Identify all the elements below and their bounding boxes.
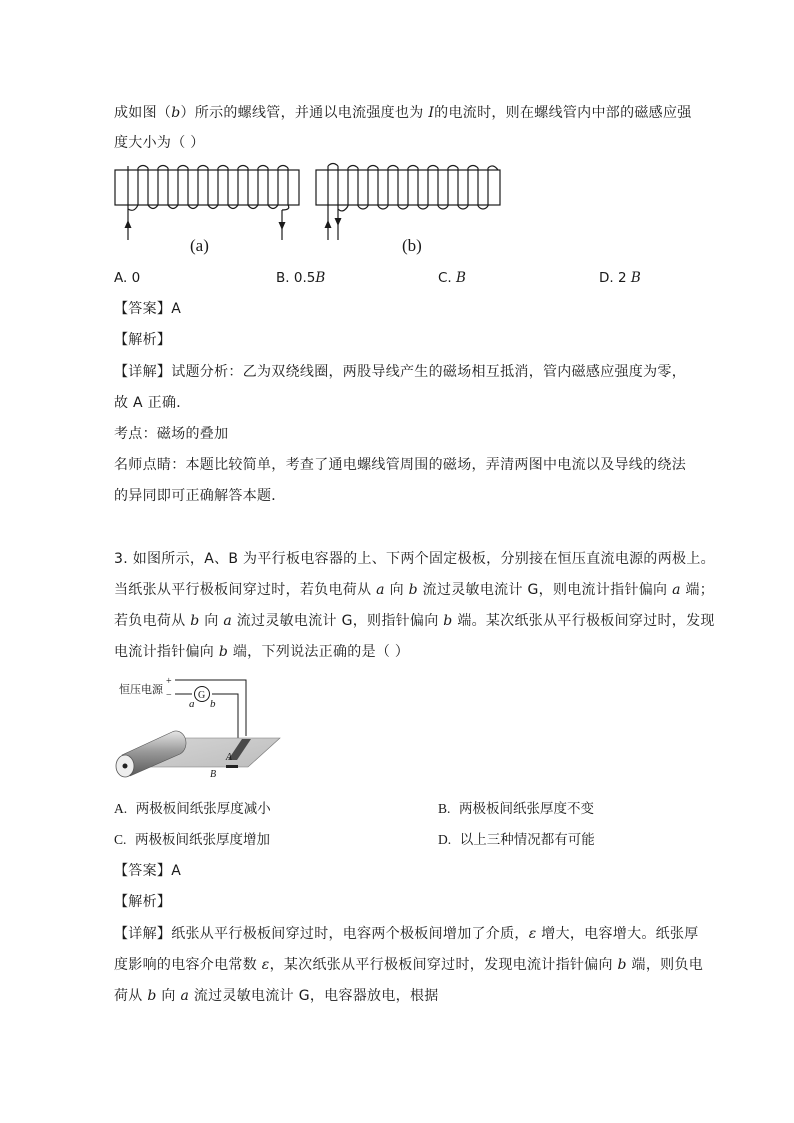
- q3-detail-line-1: 【详解】纸张从平行极板间穿过时，电容两个极板间增加了介质，ε 增大，电容增大。纸张厚: [114, 926, 699, 942]
- q2-option-b: B. 0.5B: [276, 270, 326, 286]
- q2-stem-line-1: 成如图（b）所示的螺线管，并通以电流强度也为 I的电流时，则在螺线管内中部的磁感应强: [114, 105, 692, 121]
- q3-answer: 【答案】A: [114, 863, 182, 879]
- q3-option-a: A. 两极板间纸张厚度减小: [114, 801, 271, 817]
- q2-mingshi-line-2: 的异同即可正确解答本题．: [114, 488, 286, 504]
- answer-tag: 【答案】: [114, 301, 172, 317]
- q2-option-c: C. B: [438, 270, 466, 286]
- q3-detail-line-2: 度影响的电容介电常数 ε，某次纸张从平行极板间穿过时，发现电流计指针偏向 b 端，则负电: [114, 957, 704, 973]
- svg-text:G: G: [198, 690, 206, 701]
- q3-option-b: B. 两极板间纸张厚度不变: [438, 801, 594, 817]
- arrow-up-icon: [325, 220, 332, 228]
- minus-sign: −: [166, 690, 172, 701]
- terminal-a-label: a: [189, 698, 195, 710]
- q3-option-c: C. 两极板间纸张厚度增加: [114, 832, 270, 848]
- q3-analysis-tag: 【解析】: [114, 894, 172, 910]
- q2-kaodian: 考点：磁场的叠加: [114, 426, 229, 442]
- q2-detail-line-1: 【详解】试题分析：乙为双绕线圈，两股导线产生的磁场相互抵消，管内磁感应强度为零，: [114, 364, 687, 380]
- q3-stem-line-1: 3. 如图所示，A、B 为平行板电容器的上、下两个固定极板，分别接在恒压直流电源的两极上。: [114, 551, 715, 567]
- q3-stem-line-4: 电流计指针偏向 b 端，下列说法正确的是（ ）: [114, 644, 410, 660]
- q2-option-d: D. 2 B: [599, 270, 641, 286]
- q2-stem-line-2: 度大小为（ ）: [114, 135, 205, 151]
- figure-label-a: (a): [190, 236, 209, 255]
- solenoid-b-coil: [328, 164, 498, 211]
- capacitor-paper-figure: [110, 672, 290, 784]
- plate-a-label: A: [225, 752, 232, 763]
- q3-stem-line-3: 若负电荷从 b 向 a 流过灵敏电流计 G，则指针偏向 b 端。某次纸张从平行极板间穿过时，发现: [114, 613, 715, 629]
- q3-option-d: D. 以上三种情况都有可能: [438, 832, 595, 848]
- arrow-up-icon: [125, 220, 132, 228]
- arrow-down-icon: [279, 222, 286, 230]
- figure-label-b: (b): [402, 236, 422, 255]
- plus-sign: +: [166, 676, 172, 687]
- arrow-down-icon: [335, 218, 342, 226]
- q2-option-a: A. 0: [114, 270, 141, 286]
- plate-b: [226, 765, 238, 768]
- solenoid-a-tube: [115, 170, 299, 205]
- solenoid-figure: [110, 160, 510, 260]
- q2-analysis-tag: 【解析】: [114, 332, 172, 348]
- q2-mingshi-line-1: 名师点睛：本题比较简单，考查了通电螺线管周围的磁场，弄清两图中电流以及导线的绕法: [114, 457, 686, 473]
- wire-right: [212, 694, 238, 738]
- plate-b-label: B: [210, 769, 217, 780]
- q3-stem-line-2: 当纸张从平行极板间穿过时，若负电荷从 a 向 b 流过灵敏电流计 G，则电流计指针偏向 a 端；: [114, 582, 715, 598]
- solenoid-a-coil: [128, 166, 289, 211]
- q2-answer: 【答案】A: [114, 301, 182, 317]
- source-label: 恒压电源: [119, 683, 163, 696]
- answer-tag: 【答案】: [114, 863, 172, 879]
- q3-detail-line-3: 荷从 b 向 a 流过灵敏电流计 G，电容器放电，根据: [114, 988, 439, 1004]
- terminal-b-label: b: [210, 698, 216, 710]
- q2-detail-line-2: 故 A 正确．: [114, 395, 191, 411]
